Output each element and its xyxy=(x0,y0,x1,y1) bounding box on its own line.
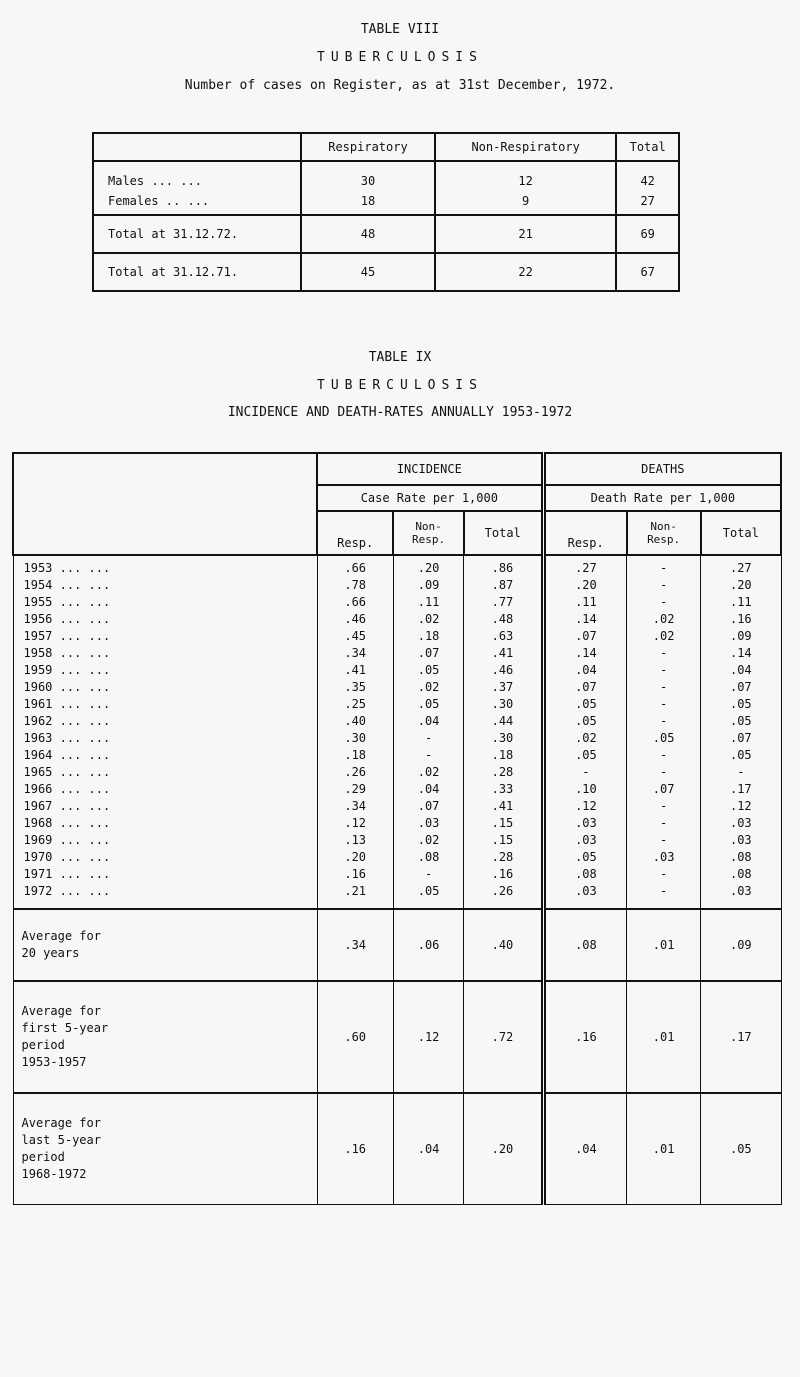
cell: .30 xyxy=(464,696,543,713)
cell: 18 xyxy=(301,188,435,215)
year-label: 1969 ... ... xyxy=(13,832,317,849)
cell: .07 xyxy=(543,679,626,696)
cell: .05 xyxy=(393,662,463,679)
cell: - xyxy=(627,747,701,764)
cell: .60 xyxy=(317,981,393,1093)
cell: - xyxy=(627,883,701,909)
cell: .48 xyxy=(464,611,543,628)
cell: .04 xyxy=(543,1093,626,1205)
cell: .07 xyxy=(627,781,701,798)
cell: .41 xyxy=(464,798,543,815)
row-label: Males ... ... xyxy=(93,161,301,188)
cell: 30 xyxy=(301,161,435,188)
table-row xyxy=(13,981,781,1093)
cell: .28 xyxy=(464,849,543,866)
year-label: 1968 ... ... xyxy=(13,815,317,832)
cell: .03 xyxy=(393,815,463,832)
cell: .05 xyxy=(393,883,463,909)
cell: - xyxy=(627,662,701,679)
cell: - xyxy=(393,730,463,747)
col-header-deaths-total: Total xyxy=(701,511,781,555)
cell: .66 xyxy=(317,594,393,611)
cell: .34 xyxy=(317,909,393,981)
cell: .09 xyxy=(701,909,781,981)
cell: .12 xyxy=(543,798,626,815)
cell: .41 xyxy=(317,662,393,679)
table-viii xyxy=(92,132,680,292)
cell: .03 xyxy=(543,815,626,832)
cell: .12 xyxy=(393,981,463,1093)
cell: 12 xyxy=(435,161,616,188)
col-header-deaths-resp: Resp. xyxy=(543,511,626,555)
cell: - xyxy=(701,764,781,781)
cell: - xyxy=(627,866,701,883)
cell: 45 xyxy=(301,253,435,291)
table-row xyxy=(13,815,781,832)
cell: - xyxy=(627,815,701,832)
year-label: 1958 ... ... xyxy=(13,645,317,662)
cell: .05 xyxy=(701,696,781,713)
cell: 42 xyxy=(616,161,679,188)
cell: .03 xyxy=(701,815,781,832)
cell: .16 xyxy=(543,981,626,1093)
cell: .20 xyxy=(464,1093,543,1205)
cell: .12 xyxy=(317,815,393,832)
row-label: Females .. ... xyxy=(93,188,301,215)
col-header-non-respiratory: Non-Respiratory xyxy=(435,133,616,161)
cell: .14 xyxy=(543,611,626,628)
cell: .02 xyxy=(393,764,463,781)
col-header-total: Total xyxy=(616,133,679,161)
cell: .18 xyxy=(464,747,543,764)
subheader-death-rate: Death Rate per 1,000 xyxy=(543,485,781,511)
cell: - xyxy=(543,764,626,781)
cell: 21 xyxy=(435,215,616,253)
group-header-incidence: INCIDENCE xyxy=(317,453,543,485)
cell: .66 xyxy=(317,555,393,577)
cell: .05 xyxy=(543,713,626,730)
cell: .02 xyxy=(543,730,626,747)
cell: .07 xyxy=(701,730,781,747)
cell: .07 xyxy=(543,628,626,645)
table-row xyxy=(13,747,781,764)
cell: .27 xyxy=(543,555,626,577)
cell: .08 xyxy=(701,866,781,883)
cell: .18 xyxy=(393,628,463,645)
cell: .04 xyxy=(393,1093,463,1205)
cell: .27 xyxy=(701,555,781,577)
subheader-case-rate: Case Rate per 1,000 xyxy=(317,485,543,511)
table-ix-caption: TABLE IX xyxy=(368,350,432,365)
cell: .16 xyxy=(317,1093,393,1205)
cell: .72 xyxy=(464,981,543,1093)
cell: .02 xyxy=(627,628,701,645)
table-viii-header-row xyxy=(93,133,679,161)
cell: .77 xyxy=(464,594,543,611)
cell: - xyxy=(627,555,701,577)
table-row xyxy=(13,798,781,815)
row-label: Total at 31.12.72. xyxy=(93,215,301,253)
cell: .03 xyxy=(701,883,781,909)
cell: .06 xyxy=(393,909,463,981)
cell: .40 xyxy=(464,909,543,981)
cell: .63 xyxy=(464,628,543,645)
cell: .05 xyxy=(543,747,626,764)
cell: .37 xyxy=(464,679,543,696)
cell: .18 xyxy=(317,747,393,764)
table-ix-year-rows xyxy=(13,555,781,909)
cell: .08 xyxy=(393,849,463,866)
cell: .44 xyxy=(464,713,543,730)
cell: - xyxy=(627,594,701,611)
cell: 9 xyxy=(435,188,616,215)
table-row xyxy=(13,730,781,747)
table-row xyxy=(13,849,781,866)
row-label: Total at 31.12.71. xyxy=(93,253,301,291)
year-label: 1955 ... ... xyxy=(13,594,317,611)
cell: .16 xyxy=(701,611,781,628)
table-row xyxy=(13,764,781,781)
cell: .20 xyxy=(393,555,463,577)
table-row xyxy=(13,696,781,713)
year-label: 1957 ... ... xyxy=(13,628,317,645)
table-ix xyxy=(12,452,782,1205)
average-label: Average for last 5-year period 1968-1972 xyxy=(13,1093,317,1205)
cell: .03 xyxy=(627,849,701,866)
table-row xyxy=(13,577,781,594)
cell: .02 xyxy=(627,611,701,628)
table-row xyxy=(13,645,781,662)
cell: - xyxy=(627,798,701,815)
table-viii-title: TUBERCULOSIS xyxy=(317,50,483,65)
cell: .78 xyxy=(317,577,393,594)
cell: - xyxy=(393,747,463,764)
cell: .86 xyxy=(464,555,543,577)
cell: .13 xyxy=(317,832,393,849)
cell: .40 xyxy=(317,713,393,730)
table-ix-header-row xyxy=(13,453,781,485)
group-header-deaths: DEATHS xyxy=(543,453,781,485)
cell: .08 xyxy=(543,866,626,883)
table-row xyxy=(13,594,781,611)
cell: .45 xyxy=(317,628,393,645)
cell: .15 xyxy=(464,815,543,832)
cell: .04 xyxy=(393,781,463,798)
cell: .30 xyxy=(464,730,543,747)
cell: .05 xyxy=(701,713,781,730)
cell: .05 xyxy=(627,730,701,747)
table-row xyxy=(93,253,679,291)
cell: .05 xyxy=(701,1093,781,1205)
cell: .04 xyxy=(393,713,463,730)
table-viii-corner xyxy=(93,133,301,161)
col-header-incidence-total: Total xyxy=(464,511,543,555)
cell: .20 xyxy=(543,577,626,594)
cell: .20 xyxy=(701,577,781,594)
cell: 22 xyxy=(435,253,616,291)
col-header-deaths-nonresp: Non- Resp. xyxy=(627,511,701,555)
cell: .16 xyxy=(464,866,543,883)
cell: .11 xyxy=(393,594,463,611)
cell: .29 xyxy=(317,781,393,798)
cell: .15 xyxy=(464,832,543,849)
cell: .05 xyxy=(543,849,626,866)
cell: .08 xyxy=(543,909,626,981)
year-label: 1972 ... ... xyxy=(13,883,317,909)
table-row xyxy=(13,555,781,577)
year-label: 1970 ... ... xyxy=(13,849,317,866)
cell: .46 xyxy=(317,611,393,628)
cell: .09 xyxy=(701,628,781,645)
table-row xyxy=(13,883,781,909)
cell: .02 xyxy=(393,611,463,628)
cell: - xyxy=(627,764,701,781)
cell: .07 xyxy=(393,645,463,662)
year-label: 1953 ... ... xyxy=(13,555,317,577)
cell: .05 xyxy=(701,747,781,764)
cell: .11 xyxy=(701,594,781,611)
cell: 27 xyxy=(616,188,679,215)
cell: .01 xyxy=(627,1093,701,1205)
cell: .09 xyxy=(393,577,463,594)
cell: 48 xyxy=(301,215,435,253)
cell: .17 xyxy=(701,981,781,1093)
col-header-incidence-resp: Resp. xyxy=(317,511,393,555)
year-label: 1954 ... ... xyxy=(13,577,317,594)
cell: .12 xyxy=(701,798,781,815)
cell: .11 xyxy=(543,594,626,611)
cell: .34 xyxy=(317,798,393,815)
cell: .17 xyxy=(701,781,781,798)
cell: 67 xyxy=(616,253,679,291)
table-row xyxy=(13,1093,781,1205)
average-label: Average for first 5-year period 1953-1957 xyxy=(13,981,317,1093)
cell: .04 xyxy=(543,662,626,679)
year-label: 1956 ... ... xyxy=(13,611,317,628)
cell: .05 xyxy=(543,696,626,713)
cell: .05 xyxy=(393,696,463,713)
cell: .07 xyxy=(701,679,781,696)
year-label: 1962 ... ... xyxy=(13,713,317,730)
cell: .07 xyxy=(393,798,463,815)
cell: .03 xyxy=(543,832,626,849)
cell: .26 xyxy=(464,883,543,909)
cell: .14 xyxy=(701,645,781,662)
year-label: 1964 ... ... xyxy=(13,747,317,764)
year-label: 1971 ... ... xyxy=(13,866,317,883)
year-label: 1959 ... ... xyxy=(13,662,317,679)
cell: - xyxy=(627,679,701,696)
cell: .03 xyxy=(543,883,626,909)
cell: .41 xyxy=(464,645,543,662)
cell: .02 xyxy=(393,832,463,849)
table-viii-caption: TABLE VIII xyxy=(360,22,440,37)
cell: .30 xyxy=(317,730,393,747)
cell: - xyxy=(627,696,701,713)
cell: .03 xyxy=(701,832,781,849)
cell: .28 xyxy=(464,764,543,781)
table-ix-title: TUBERCULOSIS xyxy=(317,378,483,393)
cell: .33 xyxy=(464,781,543,798)
table-row xyxy=(13,713,781,730)
cell: .26 xyxy=(317,764,393,781)
average-label: Average for 20 years xyxy=(13,909,317,981)
cell: .34 xyxy=(317,645,393,662)
cell: - xyxy=(393,866,463,883)
year-label: 1961 ... ... xyxy=(13,696,317,713)
table-row xyxy=(13,662,781,679)
year-label: 1967 ... ... xyxy=(13,798,317,815)
table-row xyxy=(13,679,781,696)
year-label: 1966 ... ... xyxy=(13,781,317,798)
table-row xyxy=(93,215,679,253)
table-ix-subtitle: INCIDENCE AND DEATH-RATES ANNUALLY 1953-1972 xyxy=(227,405,573,420)
cell: .14 xyxy=(543,645,626,662)
table-viii-subtitle: Number of cases on Register, as at 31st December, 1972. xyxy=(184,78,616,93)
year-label: 1963 ... ... xyxy=(13,730,317,747)
cell: .02 xyxy=(393,679,463,696)
table-row xyxy=(13,628,781,645)
cell: .04 xyxy=(701,662,781,679)
year-label: 1960 ... ... xyxy=(13,679,317,696)
table-row xyxy=(93,188,679,215)
cell: - xyxy=(627,577,701,594)
table-ix-corner xyxy=(13,453,317,555)
table-row xyxy=(13,909,781,981)
cell: - xyxy=(627,832,701,849)
col-header-respiratory: Respiratory xyxy=(301,133,435,161)
cell: .46 xyxy=(464,662,543,679)
cell: .20 xyxy=(317,849,393,866)
cell: .16 xyxy=(317,866,393,883)
table-row xyxy=(13,866,781,883)
cell: .01 xyxy=(627,909,701,981)
year-label: 1965 ... ... xyxy=(13,764,317,781)
cell: .25 xyxy=(317,696,393,713)
table-ix-average-rows xyxy=(13,909,781,1205)
cell: - xyxy=(627,713,701,730)
cell: .87 xyxy=(464,577,543,594)
cell: .10 xyxy=(543,781,626,798)
cell: .01 xyxy=(627,981,701,1093)
table-row xyxy=(13,781,781,798)
cell: .21 xyxy=(317,883,393,909)
cell: - xyxy=(627,645,701,662)
table-row xyxy=(13,832,781,849)
col-header-incidence-nonresp: Non- Resp. xyxy=(393,511,463,555)
cell: .08 xyxy=(701,849,781,866)
table-row xyxy=(93,161,679,188)
cell: .35 xyxy=(317,679,393,696)
table-row xyxy=(13,611,781,628)
cell: 69 xyxy=(616,215,679,253)
